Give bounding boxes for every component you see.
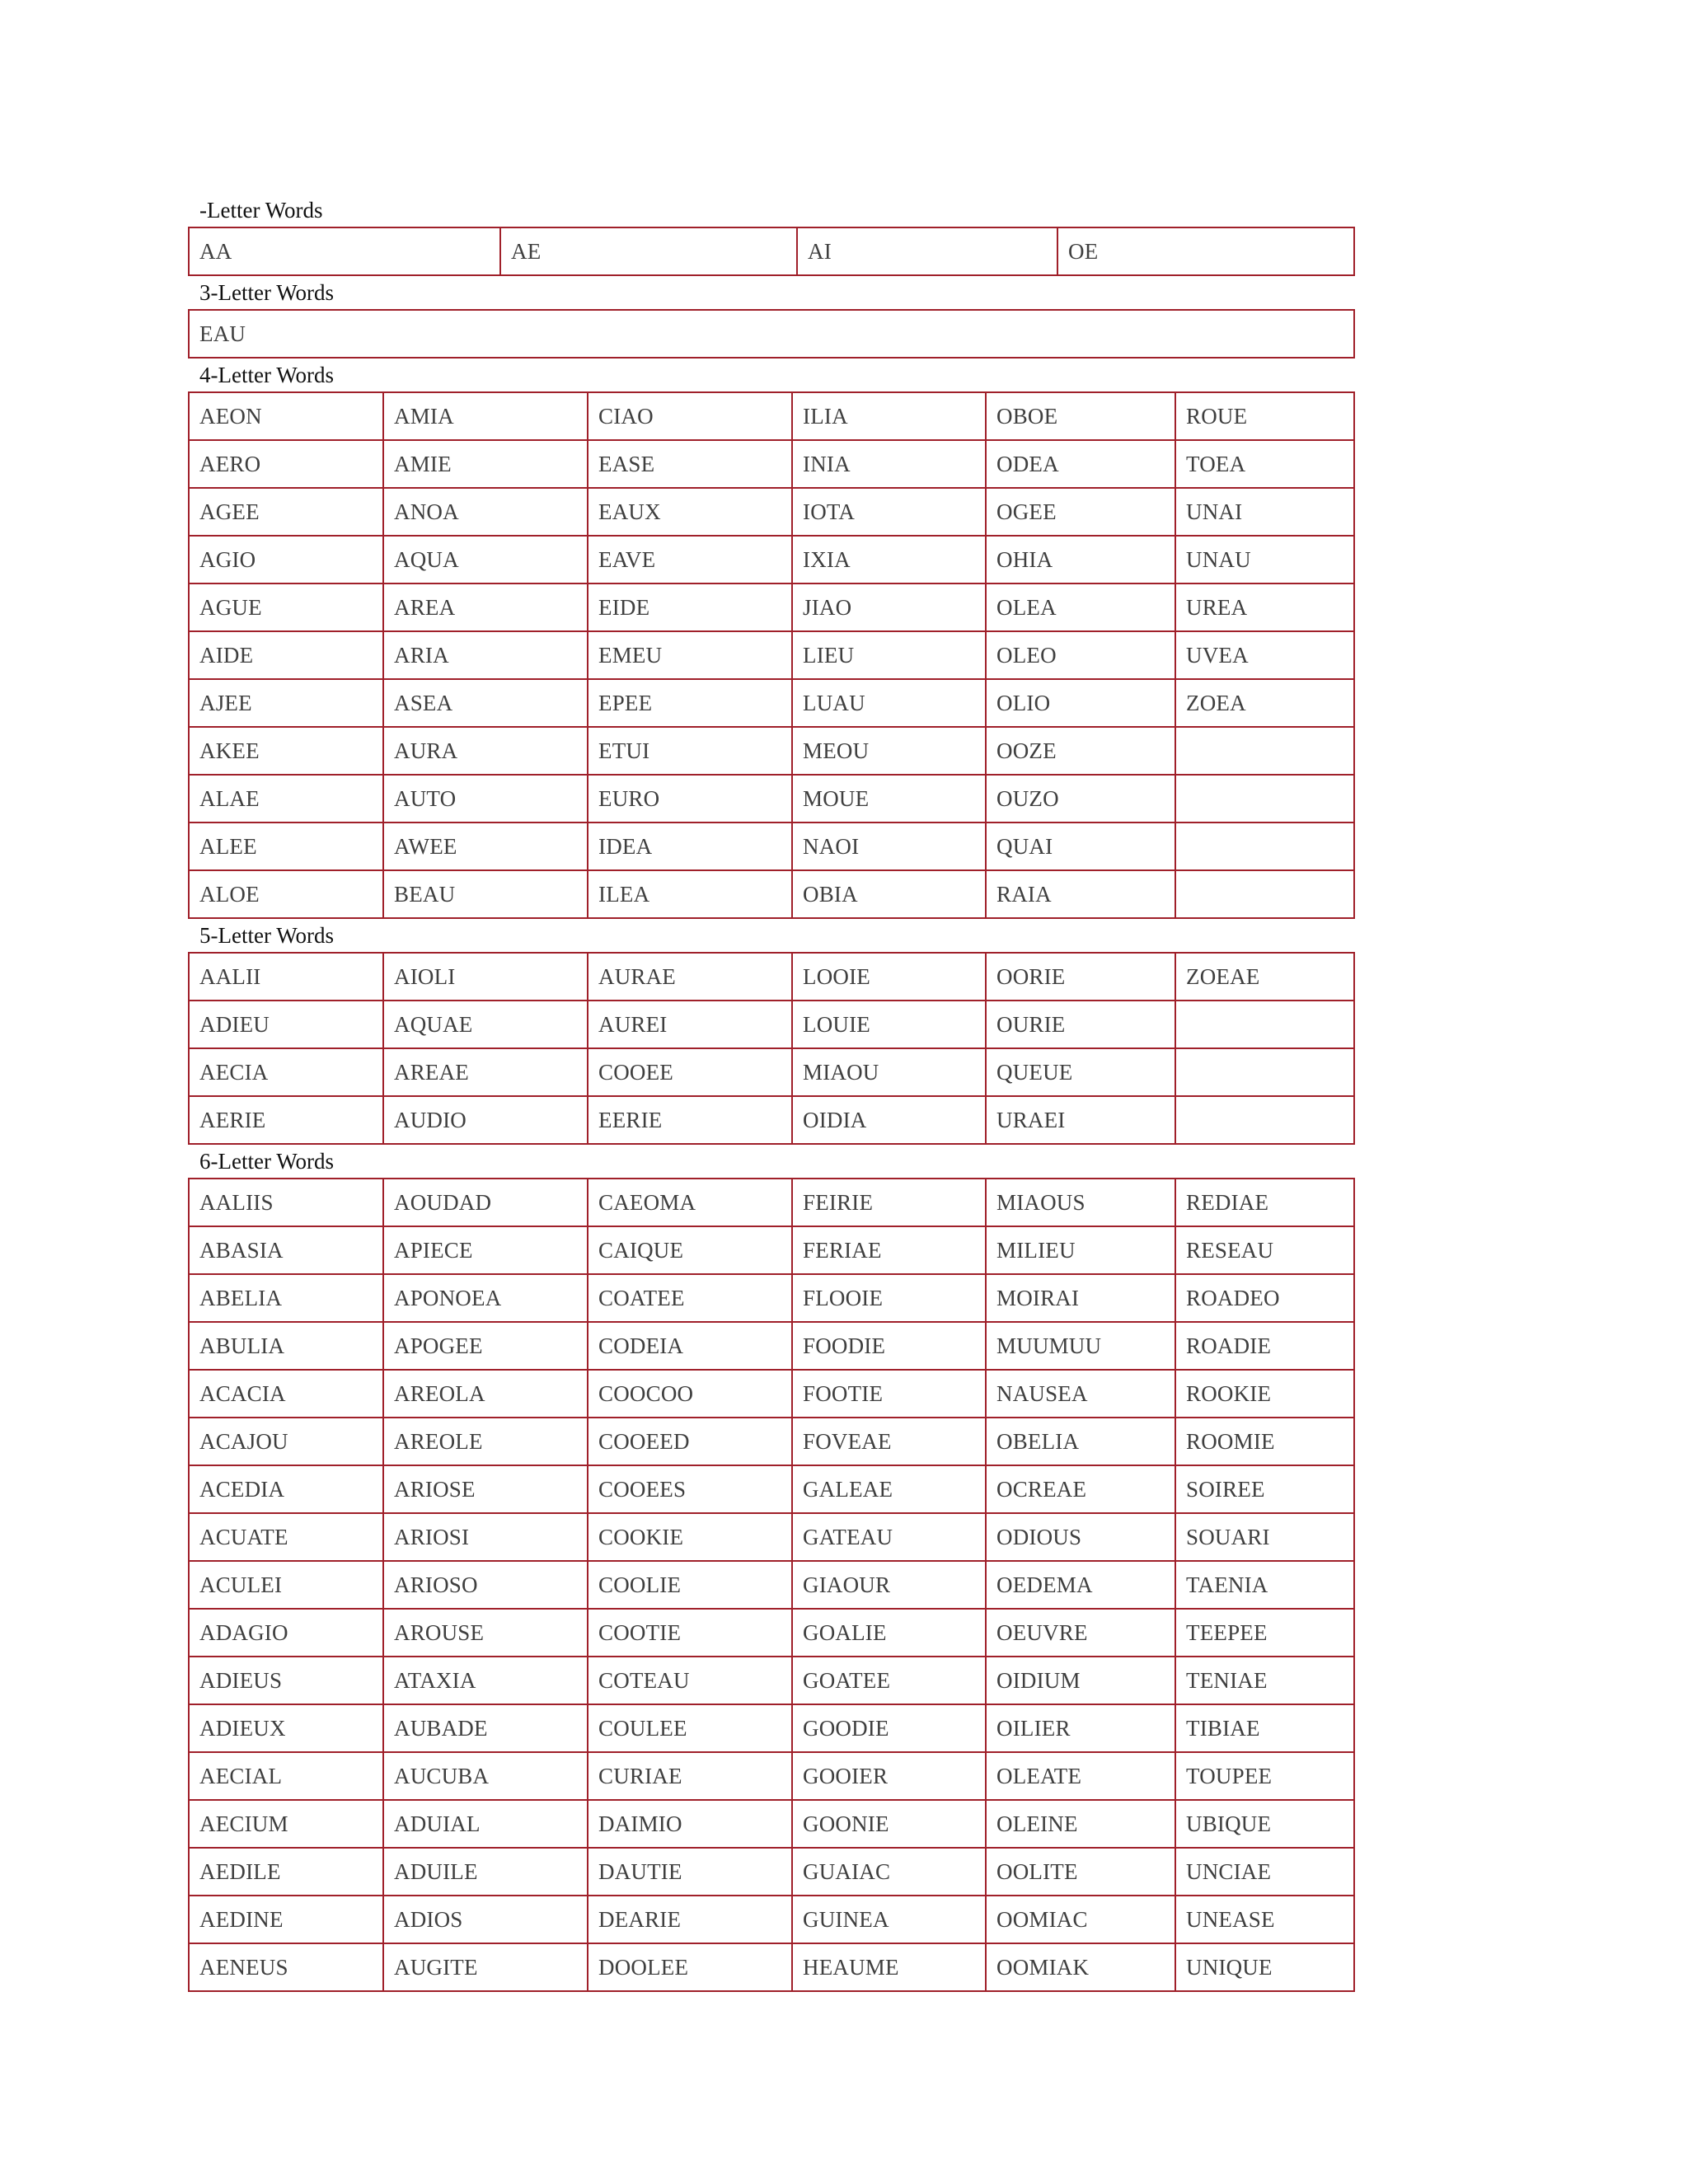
table-row — [189, 1370, 1354, 1418]
word-table — [188, 309, 1355, 359]
word-cell: AECIA — [189, 1048, 383, 1096]
word-cell: IOTA — [792, 488, 986, 536]
word-cell: ACEDIA — [189, 1465, 383, 1513]
word-cell: DAUTIE — [588, 1848, 792, 1896]
word-cell: OBIA — [792, 870, 986, 918]
word-cell: CURIAE — [588, 1752, 792, 1800]
section-title: 5-Letter Words — [199, 923, 335, 948]
table-row — [189, 1752, 1354, 1800]
word-cell: ROUE — [1175, 392, 1354, 440]
word-cell: AGUE — [189, 583, 383, 631]
word-cell: AUCUBA — [383, 1752, 588, 1800]
word-cell: OGEE — [986, 488, 1175, 536]
word-cell: GATEAU — [792, 1513, 986, 1561]
word-cell: OIDIA — [792, 1096, 986, 1144]
table-row — [189, 1513, 1354, 1561]
word-cell: JIAO — [792, 583, 986, 631]
word-cell: RESEAU — [1175, 1226, 1354, 1274]
word-cell: EERIE — [588, 1096, 792, 1144]
word-cell: GOATEE — [792, 1657, 986, 1704]
word-cell: NAUSEA — [986, 1370, 1175, 1418]
word-cell — [1175, 727, 1354, 775]
word-cell: ARIA — [383, 631, 588, 679]
word-cell: ROOMIE — [1175, 1418, 1354, 1465]
word-cell: ABASIA — [189, 1226, 383, 1274]
word-cell: TOUPEE — [1175, 1752, 1354, 1800]
table-row — [189, 227, 1354, 275]
word-cell: ALOE — [189, 870, 383, 918]
word-cell — [1175, 823, 1354, 870]
word-cell: AQUAE — [383, 1001, 588, 1048]
word-cell: ATAXIA — [383, 1657, 588, 1704]
table-row — [189, 392, 1354, 440]
word-cell: UNAI — [1175, 488, 1354, 536]
word-cell: HEAUME — [792, 1943, 986, 1991]
word-cell: ADIEUX — [189, 1704, 383, 1752]
table-row — [189, 310, 1354, 358]
section-title: 4-Letter Words — [199, 363, 335, 387]
word-cell: MILIEU — [986, 1226, 1175, 1274]
word-cell: CAIQUE — [588, 1226, 792, 1274]
word-cell: AUBADE — [383, 1704, 588, 1752]
word-cell: ADAGIO — [189, 1609, 383, 1657]
word-cell: ACAJOU — [189, 1418, 383, 1465]
word-cell: DAIMIO — [588, 1800, 792, 1848]
word-cell: GOONIE — [792, 1800, 986, 1848]
word-cell: EASE — [588, 440, 792, 488]
word-cell — [1175, 1001, 1354, 1048]
word-cell: OLEO — [986, 631, 1175, 679]
word-cell: MEOU — [792, 727, 986, 775]
word-cell: QUAI — [986, 823, 1175, 870]
word-cell: TENIAE — [1175, 1657, 1354, 1704]
word-cell: FERIAE — [792, 1226, 986, 1274]
word-cell: RAIA — [986, 870, 1175, 918]
word-cell: DOOLEE — [588, 1943, 792, 1991]
table-row — [189, 953, 1354, 1001]
word-cell: MOIRAI — [986, 1274, 1175, 1322]
table-row — [189, 679, 1354, 727]
word-cell: ILIA — [792, 392, 986, 440]
word-cell: ZOEA — [1175, 679, 1354, 727]
word-cell: AECIUM — [189, 1800, 383, 1848]
word-cell: OBOE — [986, 392, 1175, 440]
word-cell: EIDE — [588, 583, 792, 631]
word-cell: ROADIE — [1175, 1322, 1354, 1370]
table-row — [189, 631, 1354, 679]
word-cell: AEDILE — [189, 1848, 383, 1896]
word-cell: AROUSE — [383, 1609, 588, 1657]
word-cell: TAENIA — [1175, 1561, 1354, 1609]
word-cell: AIOLI — [383, 953, 588, 1001]
table-row — [189, 1418, 1354, 1465]
word-cell: EURO — [588, 775, 792, 823]
word-cell — [1175, 870, 1354, 918]
word-cell: ARIOSE — [383, 1465, 588, 1513]
word-cell: EMEU — [588, 631, 792, 679]
word-cell — [1175, 775, 1354, 823]
word-cell: AWEE — [383, 823, 588, 870]
word-cell: BEAU — [383, 870, 588, 918]
table-row — [189, 583, 1354, 631]
word-cell: COOLIE — [588, 1561, 792, 1609]
word-cell: COULEE — [588, 1704, 792, 1752]
word-cell: LOUIE — [792, 1001, 986, 1048]
word-cell: AEON — [189, 392, 383, 440]
word-cell: SOIREE — [1175, 1465, 1354, 1513]
word-cell: OOZE — [986, 727, 1175, 775]
word-cell: OHIA — [986, 536, 1175, 583]
word-cell: OLEATE — [986, 1752, 1175, 1800]
word-cell: AURA — [383, 727, 588, 775]
word-cell: ALEE — [189, 823, 383, 870]
word-cell: TIBIAE — [1175, 1704, 1354, 1752]
word-cell: ODEA — [986, 440, 1175, 488]
word-cell: AMIE — [383, 440, 588, 488]
word-cell: ANOA — [383, 488, 588, 536]
word-cell: AE — [500, 227, 797, 275]
word-cell: ABELIA — [189, 1274, 383, 1322]
table-row — [189, 488, 1354, 536]
word-cell: UVEA — [1175, 631, 1354, 679]
word-cell: ROADEO — [1175, 1274, 1354, 1322]
word-cell: ACUATE — [189, 1513, 383, 1561]
word-cell: ACACIA — [189, 1370, 383, 1418]
word-cell: APONOEA — [383, 1274, 588, 1322]
word-cell: NAOI — [792, 823, 986, 870]
word-cell: AECIAL — [189, 1752, 383, 1800]
word-cell: OEUVRE — [986, 1609, 1175, 1657]
word-cell: EAU — [189, 310, 1354, 358]
word-cell: MIAOUS — [986, 1179, 1175, 1226]
word-cell: AREAE — [383, 1048, 588, 1096]
word-cell: OUZO — [986, 775, 1175, 823]
word-cell: COOEED — [588, 1418, 792, 1465]
word-cell: EPEE — [588, 679, 792, 727]
word-cell: AURAE — [588, 953, 792, 1001]
word-cell: AGEE — [189, 488, 383, 536]
word-cell: OLEA — [986, 583, 1175, 631]
word-cell: ARIOSO — [383, 1561, 588, 1609]
word-cell: ADUIAL — [383, 1800, 588, 1848]
word-cell: COOKIE — [588, 1513, 792, 1561]
table-row — [189, 1561, 1354, 1609]
word-cell: LUAU — [792, 679, 986, 727]
table-row — [189, 440, 1354, 488]
word-cell: ETUI — [588, 727, 792, 775]
word-cell: OLIO — [986, 679, 1175, 727]
word-cell: URAEI — [986, 1096, 1175, 1144]
table-row — [189, 1465, 1354, 1513]
word-cell: ACULEI — [189, 1561, 383, 1609]
table-row — [189, 1322, 1354, 1370]
word-cell: OOMIAK — [986, 1943, 1175, 1991]
word-cell: CIAO — [588, 392, 792, 440]
table-row — [189, 1704, 1354, 1752]
word-cell: CAEOMA — [588, 1179, 792, 1226]
word-cell: GOALIE — [792, 1609, 986, 1657]
word-cell: GUAIAC — [792, 1848, 986, 1896]
word-cell: GIAOUR — [792, 1561, 986, 1609]
word-cell — [1175, 1048, 1354, 1096]
word-cell: UREA — [1175, 583, 1354, 631]
table-row — [189, 870, 1354, 918]
word-cell: OEDEMA — [986, 1561, 1175, 1609]
word-cell: TOEA — [1175, 440, 1354, 488]
word-cell: AKEE — [189, 727, 383, 775]
word-cell: UBIQUE — [1175, 1800, 1354, 1848]
table-row — [189, 1609, 1354, 1657]
table-row — [189, 1848, 1354, 1896]
word-cell: ABULIA — [189, 1322, 383, 1370]
word-cell: ADIOS — [383, 1896, 588, 1943]
word-cell: AA — [189, 227, 500, 275]
table-row — [189, 1274, 1354, 1322]
word-cell: COOEE — [588, 1048, 792, 1096]
word-cell: AGIO — [189, 536, 383, 583]
section-title: 6-Letter Words — [199, 1149, 335, 1174]
table-row — [189, 1001, 1354, 1048]
word-cell: AUDIO — [383, 1096, 588, 1144]
word-cell: AI — [797, 227, 1057, 275]
word-cell: COATEE — [588, 1274, 792, 1322]
word-cell: UNEASE — [1175, 1896, 1354, 1943]
word-cell: AQUA — [383, 536, 588, 583]
word-cell: AREA — [383, 583, 588, 631]
word-cell: ZOEAE — [1175, 953, 1354, 1001]
word-cell: ALAE — [189, 775, 383, 823]
word-cell: AALII — [189, 953, 383, 1001]
word-cell: FOOTIE — [792, 1370, 986, 1418]
word-cell: OOLITE — [986, 1848, 1175, 1896]
word-cell: COOEES — [588, 1465, 792, 1513]
word-cell: AUREI — [588, 1001, 792, 1048]
word-cell: QUEUE — [986, 1048, 1175, 1096]
word-table — [188, 227, 1355, 276]
word-cell: APIECE — [383, 1226, 588, 1274]
word-cell: LOOIE — [792, 953, 986, 1001]
word-cell: AREOLA — [383, 1370, 588, 1418]
word-cell: AERO — [189, 440, 383, 488]
table-row — [189, 536, 1354, 583]
word-cell: LIEU — [792, 631, 986, 679]
word-cell: GUINEA — [792, 1896, 986, 1943]
table-row — [189, 1226, 1354, 1274]
word-cell: AREOLE — [383, 1418, 588, 1465]
word-cell: OIDIUM — [986, 1657, 1175, 1704]
table-row — [189, 1896, 1354, 1943]
word-cell: FLOOIE — [792, 1274, 986, 1322]
word-cell: OE — [1057, 227, 1354, 275]
word-cell: AOUDAD — [383, 1179, 588, 1226]
word-cell: COTEAU — [588, 1657, 792, 1704]
word-cell: CODEIA — [588, 1322, 792, 1370]
word-cell: OOMIAC — [986, 1896, 1175, 1943]
word-cell: ADIEU — [189, 1001, 383, 1048]
word-cell: ASEA — [383, 679, 588, 727]
word-cell: EAVE — [588, 536, 792, 583]
word-cell: ODIOUS — [986, 1513, 1175, 1561]
word-cell: AERIE — [189, 1096, 383, 1144]
table-row — [189, 1943, 1354, 1991]
word-cell: AUTO — [383, 775, 588, 823]
word-cell: GOOIER — [792, 1752, 986, 1800]
table-row — [189, 823, 1354, 870]
word-cell: APOGEE — [383, 1322, 588, 1370]
word-cell: MIAOU — [792, 1048, 986, 1096]
word-cell: COOCOO — [588, 1370, 792, 1418]
table-row — [189, 727, 1354, 775]
word-cell: FEIRIE — [792, 1179, 986, 1226]
word-cell: AJEE — [189, 679, 383, 727]
word-cell: COOTIE — [588, 1609, 792, 1657]
word-cell: AALIIS — [189, 1179, 383, 1226]
word-cell: SOUARI — [1175, 1513, 1354, 1561]
word-cell: AENEUS — [189, 1943, 383, 1991]
word-cell: AEDINE — [189, 1896, 383, 1943]
word-table — [188, 391, 1355, 919]
word-table — [188, 952, 1355, 1145]
word-cell: MOUE — [792, 775, 986, 823]
word-cell: OCREAE — [986, 1465, 1175, 1513]
word-cell: TEEPEE — [1175, 1609, 1354, 1657]
word-cell: DEARIE — [588, 1896, 792, 1943]
word-cell: UNIQUE — [1175, 1943, 1354, 1991]
table-row — [189, 775, 1354, 823]
word-cell: UNCIAE — [1175, 1848, 1354, 1896]
word-cell: MUUMUU — [986, 1322, 1175, 1370]
word-cell: IDEA — [588, 823, 792, 870]
table-row — [189, 1800, 1354, 1848]
word-cell: ILEA — [588, 870, 792, 918]
word-cell: REDIAE — [1175, 1179, 1354, 1226]
word-cell: AUGITE — [383, 1943, 588, 1991]
table-row — [189, 1096, 1354, 1144]
word-cell: ROOKIE — [1175, 1370, 1354, 1418]
word-cell: ADUILE — [383, 1848, 588, 1896]
word-cell: OURIE — [986, 1001, 1175, 1048]
section-title: -Letter Words — [199, 198, 323, 223]
table-row — [189, 1048, 1354, 1096]
table-row — [189, 1179, 1354, 1226]
word-cell: OLEINE — [986, 1800, 1175, 1848]
word-cell: GOODIE — [792, 1704, 986, 1752]
word-cell: INIA — [792, 440, 986, 488]
word-cell — [1175, 1096, 1354, 1144]
word-cell: ADIEUS — [189, 1657, 383, 1704]
word-table — [188, 1178, 1355, 1992]
word-cell: ARIOSI — [383, 1513, 588, 1561]
word-cell: AIDE — [189, 631, 383, 679]
table-row — [189, 1657, 1354, 1704]
word-cell: FOVEAE — [792, 1418, 986, 1465]
word-cell: OILIER — [986, 1704, 1175, 1752]
word-cell: AMIA — [383, 392, 588, 440]
word-cell: GALEAE — [792, 1465, 986, 1513]
word-cell: FOODIE — [792, 1322, 986, 1370]
word-list-document — [188, 194, 1353, 1992]
section-title: 3-Letter Words — [199, 280, 335, 305]
word-cell: IXIA — [792, 536, 986, 583]
word-cell: OORIE — [986, 953, 1175, 1001]
word-cell: EAUX — [588, 488, 792, 536]
word-cell: UNAU — [1175, 536, 1354, 583]
word-cell: OBELIA — [986, 1418, 1175, 1465]
